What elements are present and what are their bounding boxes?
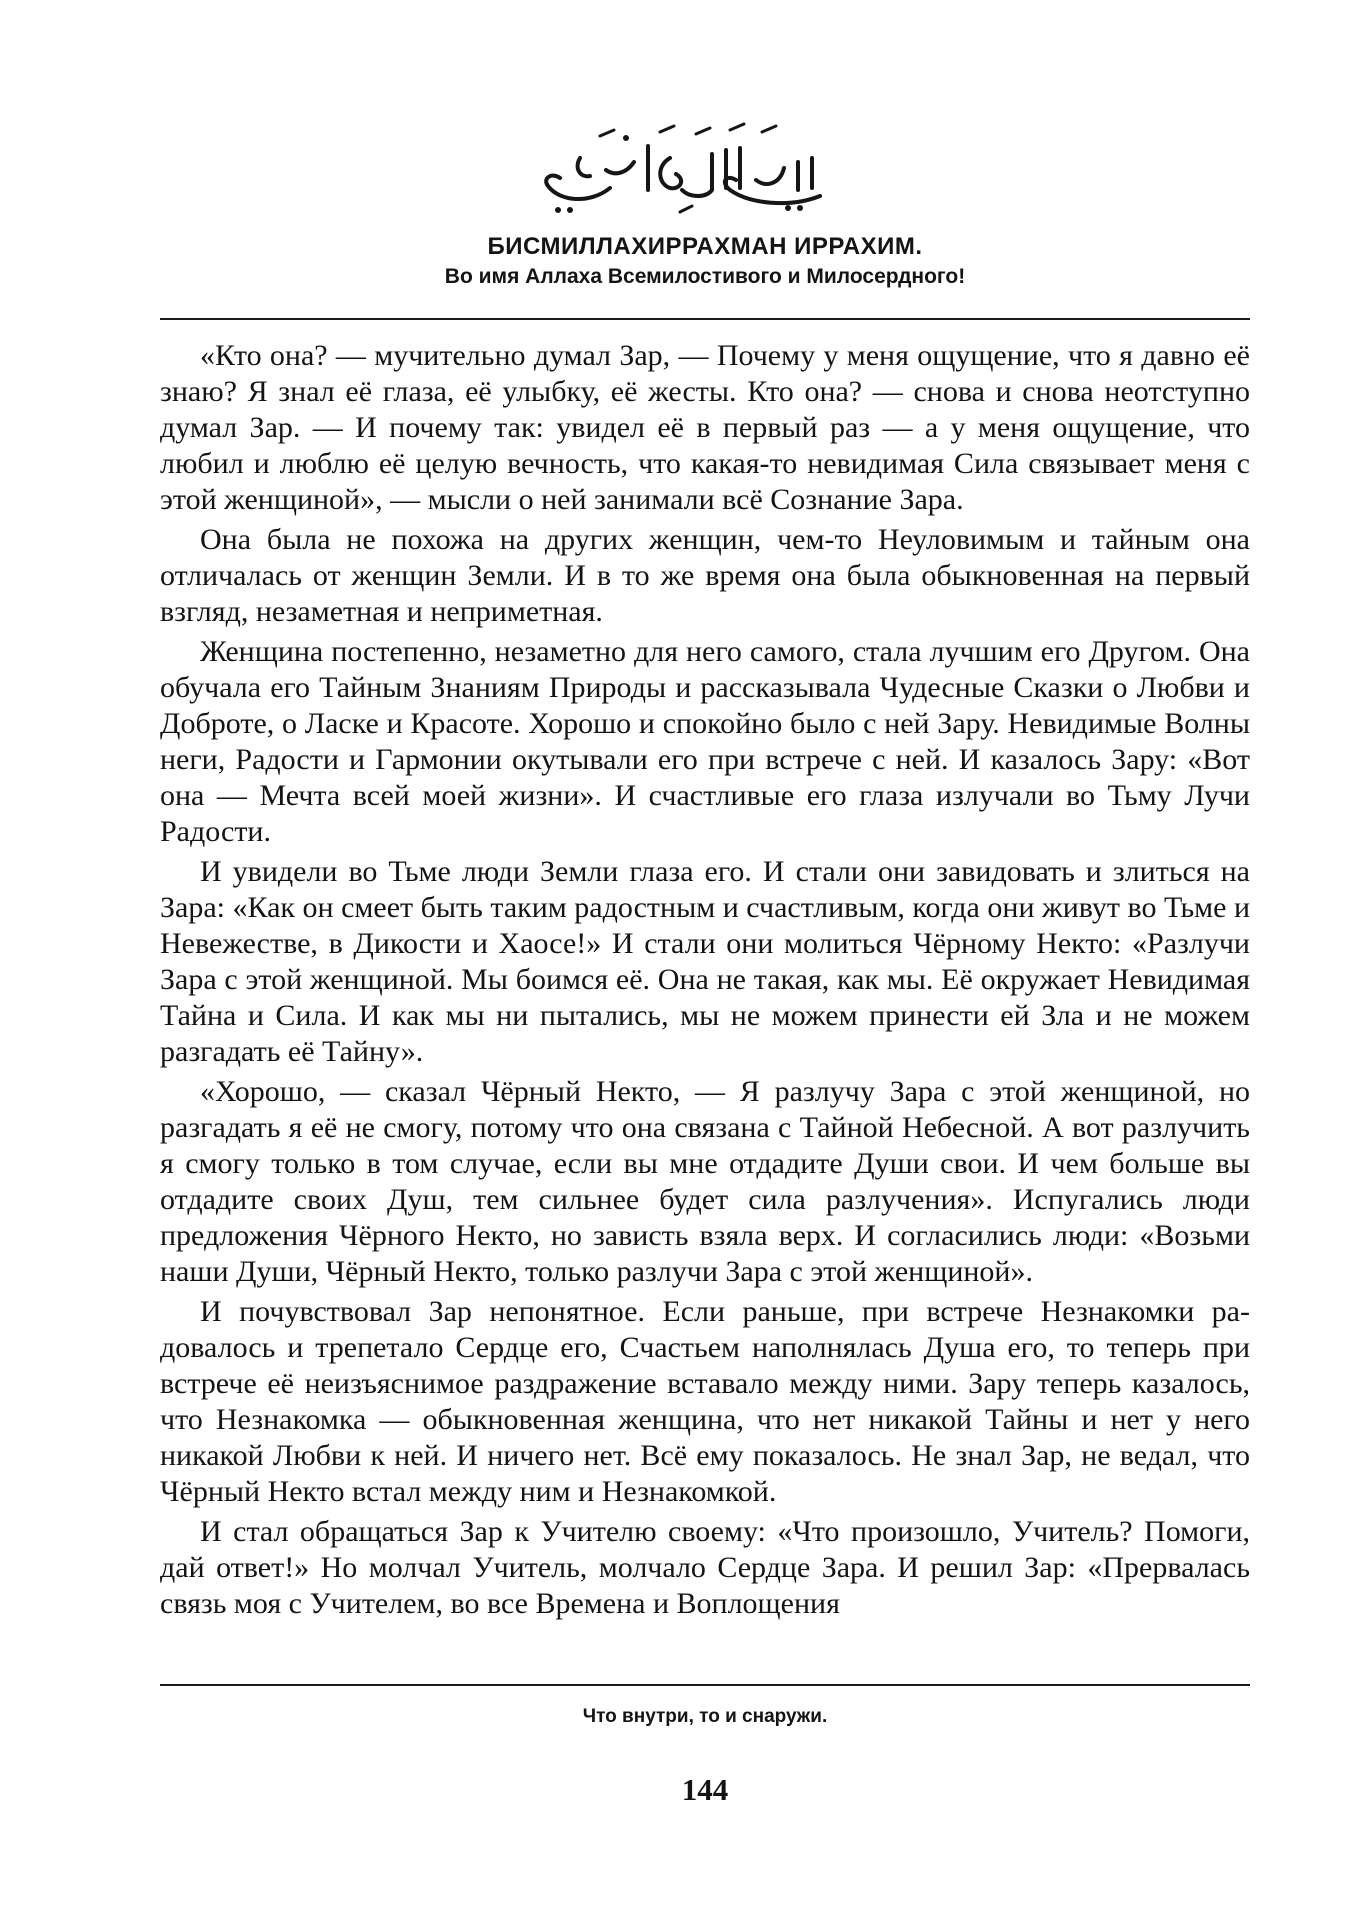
paragraph: И почувствовал Зар непонятное. Если раньше, при встрече Незнакомки радовалось и трепетало Сердце его, Счастьем наполнялась Душа его, то теперь при встрече её неизъяснимое раздражение вставало между ними. Зару теперь казалось, что Незнакомка — обыкновенная женщина, что нет никакой Тайны и нет у него никакой Любви к ней. И ничего нет. Всё ему показалось. Не знал Зар, не ведал, что Чёрный Некто встал между ним и Незнакомкой. xyxy=(160,1295,1250,1508)
paragraph: И увидели во Тьме люди Земли глаза его. И стали они завидовать и злиться на Зара: «Как он смеет быть таким радостным и счастливым, когда они живут во Тьме и Невежестве, в Дикости и Хаосе!» И стали они молиться Чёрному Некто: «Разлучи Зара с этой женщиной. Мы боимся её. Она не такая, как мы. Её окружает Невидимая Тайна и Сила. И как мы ни пытались, мы не можем принести ей Зла и не можем разгадать её Тайну». xyxy=(160,855,1250,1068)
arabic-calligraphy-basmala xyxy=(530,118,840,218)
page-number: 144 xyxy=(681,1772,729,1807)
main-text xyxy=(160,338,1250,1626)
header-subtitle: Во имя Аллаха Всемилостивого и Милосердного! xyxy=(444,265,966,288)
header-title: БИСМИЛЛАХИРРАХМАН ИРРАХИМ. xyxy=(487,233,923,260)
paragraph: Она была не похожа на других женщин, чем-то Неуловимым и тайным она отличалась от женщин Земли. И в то же время она была обыкновенная на первый взгляд, незаметная и неприметная. xyxy=(160,523,1250,628)
paragraph: «Хорошо, — сказал Чёрный Некто, — Я разлучу Зара с этой женщиной, но разгадать я её не смогу, потому что она связана с Тайной Небесной. А вот разлучить я смогу только в том случае, если вы мне отдадите Души свои. И чем больше вы отдадите своих Душ, тем сильнее будет сила разлучения». Испугались люди предложения Чёрного Некто, но зависть взяла верх. И согласились люди: «Возьми наши Души, Чёрный Некто, только разлучи Зара с этой женщиной». xyxy=(160,1075,1250,1288)
paragraph: И стал обращаться Зар к Учителю своему: «Что произошло, Учитель? Помоги, дай ответ!» Но молчал Учитель, молчало Сердце Зара. И решил Зар: «Прервалась связь моя с Учителем, во все Времена и Воплощения xyxy=(160,1515,1250,1620)
header-divider xyxy=(160,318,1250,320)
footer-motto: Что внутри, то и снаружи. xyxy=(582,1706,828,1727)
footer-divider xyxy=(160,1684,1250,1686)
paragraph: «Кто она? — мучительно думал Зар, — Почему у меня ощущение, что я давно её знаю? Я знал её глаза, её улыбку, её жесты. Кто она? — снова и снова неотступно думал Зар. — И почему так: увидел её в первый раз — а у меня ощущение, что любил и люблю её целую вечность, что какая-то невидимая Сила связывает меня с этой женщиной», — мысли о ней занимали всё Сознание Зара. xyxy=(160,339,1250,516)
paragraph: Женщина постепенно, незаметно для него самого, стала лучшим его Другом. Она обучала его Тайным Знаниям Природы и рассказывала Чудесные Сказки о Любви и Доброте, о Ласке и Красоте. Хорошо и спокойно было с ней Зару. Невидимые Волны неги, Радости и Гармонии окутывали его при встрече с ней. И казалось Зару: «Вот она — Мечта всей моей жизни». И счастливые его глаза излучали во Тьму Лучи Радости. xyxy=(160,635,1250,848)
page-header xyxy=(160,232,1250,292)
